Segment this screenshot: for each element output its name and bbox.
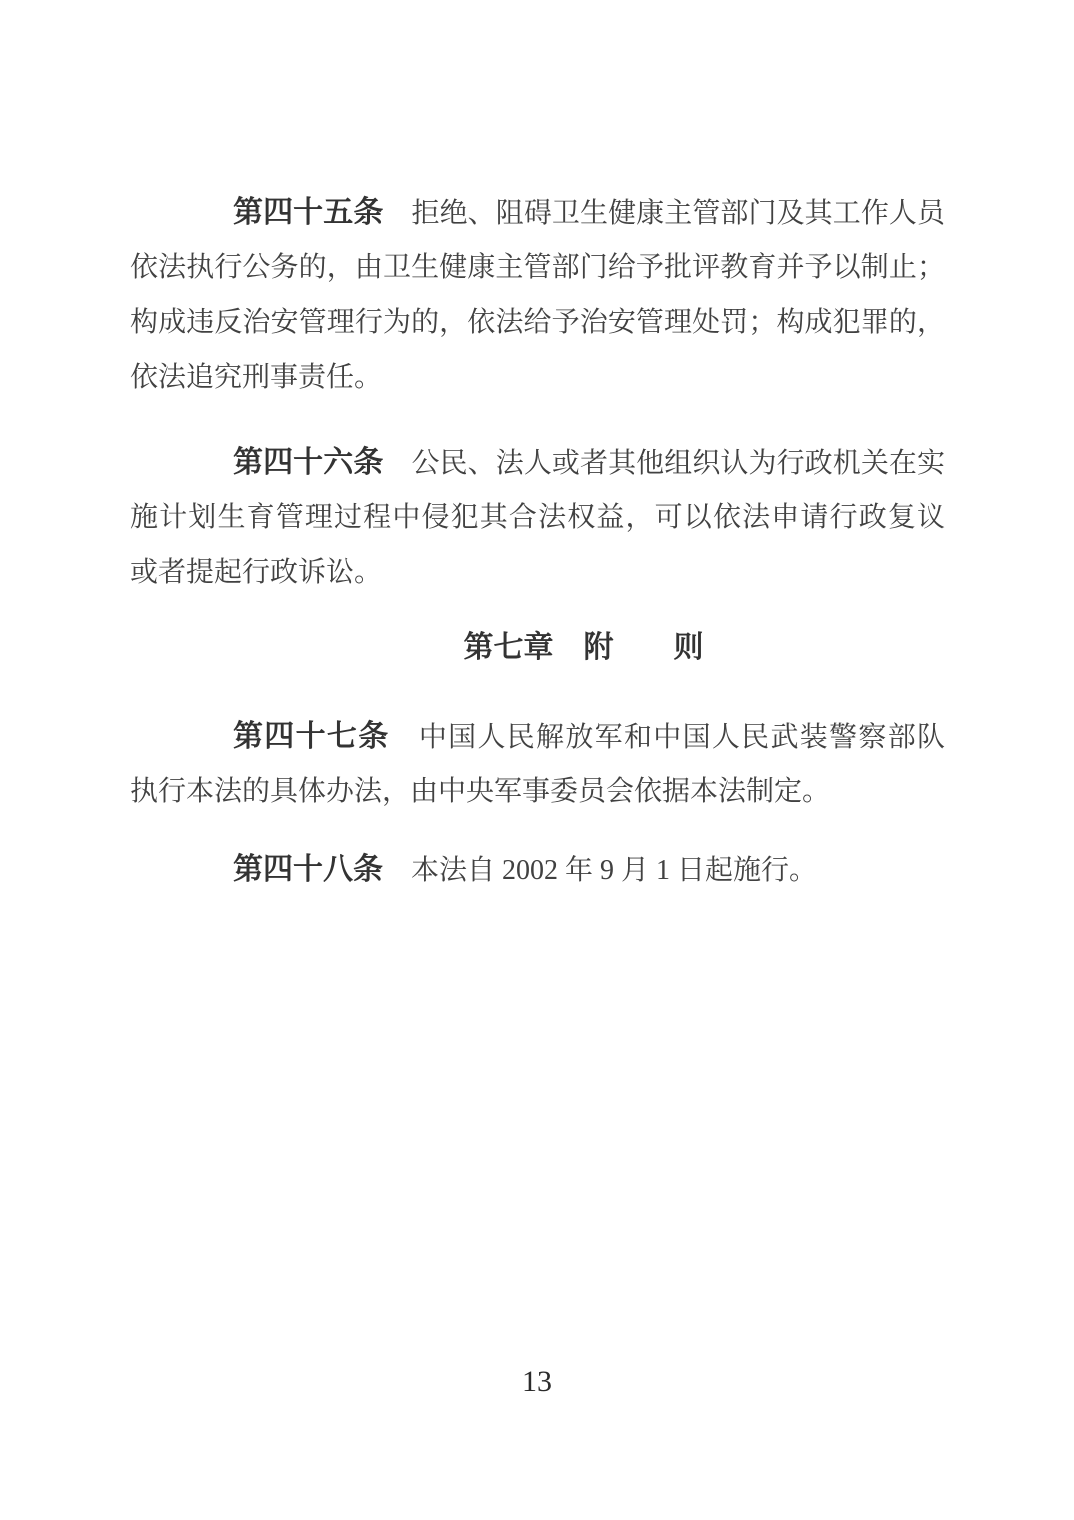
article-48-number: 第四十八条 (233, 853, 383, 886)
article-46-line-1 (130, 435, 945, 490)
article-48-text: 本法自 2002 年 9 月 1 日起施行。 (383, 855, 818, 886)
text-block (130, 185, 945, 897)
article-45-line-4: 依法追究刑事责任。 (130, 362, 383, 393)
article-45 (130, 185, 945, 405)
article-45-line-2: 依法执行公务的，由卫生健康主管部门给予批评教育并予以制止； (130, 252, 945, 283)
article-48-line-1 (130, 842, 945, 897)
article-46-line-2: 施计划生育管理过程中侵犯其合法权益，可以依法申请行政复议 (130, 502, 945, 533)
article-47 (130, 709, 945, 819)
article-45-line-1 (130, 185, 945, 240)
page-number: 13 (522, 1365, 552, 1398)
article-45-number: 第四十五条 (233, 196, 384, 229)
article-47-number: 第四十七条 (233, 720, 390, 753)
article-46-number: 第四十六条 (233, 446, 384, 479)
article-47-line-2: 执行本法的具体办法，由中央军事委员会依据本法制定。 (130, 776, 831, 807)
article-47-text: 中国人民解放军和中国人民武装警察部队 (389, 722, 945, 753)
article-48 (130, 842, 945, 897)
article-45-text: 拒绝、阻碍卫生健康主管部门及其工作人员 (383, 198, 945, 229)
article-45-line-3: 构成违反治安管理行为的，依法给予治安管理处罚；构成犯罪的， (130, 307, 945, 338)
article-46 (130, 435, 945, 600)
chapter-heading: 第七章 附 则 (463, 631, 704, 664)
article-46-text: 公民、法人或者其他组织认为行政机关在实 (383, 448, 945, 479)
article-46-line-3: 或者提起行政诉讼。 (130, 557, 383, 588)
article-47-line-1 (130, 709, 945, 764)
